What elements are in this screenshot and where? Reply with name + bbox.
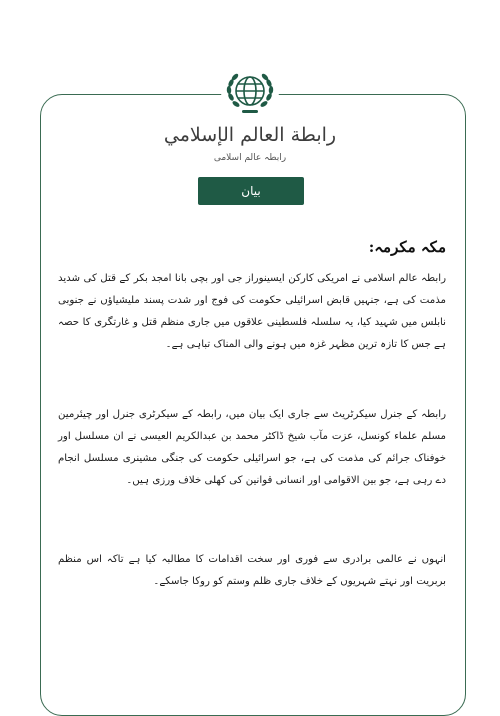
org-title-arabic: رابطة العالم الإسلامي <box>163 124 337 146</box>
statement-badge: بیان <box>198 177 304 205</box>
dateline-heading: مکہ مکرمہ: <box>368 238 446 256</box>
paragraph-1: رابطہ عالم اسلامی نے امریکی کارکن ایسینوراز جی اور بچی بانا امجد بکر کے قتل کی شدید مذمت کی ہے، جنہیں قابض اسرائیلی حکومت کی فوج اور شدت پسند ملیشیاؤں نے جنوبی نابلس میں شہید کیا، یہ سلسلہ فلسطینی علاقوں میں جاری منظم قتل و غارتگری کا حصہ ہے جس کا تازہ ترین مظہر غزہ میں ہونے والی المناک تباہی ہے۔ <box>58 273 446 350</box>
paragraph-3: انہوں نے عالمی برادری سے فوری اور سخت اقدامات کا مطالبہ کیا ہے تاکہ اس منظم بربریت اور نہتے شہریوں کے خلاف جاری ظلم وستم کو روکا جاسکے۔ <box>58 554 446 587</box>
org-subtitle-urdu: رابطہ عالم اسلامی <box>213 153 287 163</box>
globe-wreath-icon <box>222 63 278 119</box>
org-logo <box>221 62 279 120</box>
paragraph-2: رابطہ کے جنرل سیکرٹریٹ سے جاری ایک بیان میں، رابطہ کے سیکرٹری جنرل اور چیئرمین مسلم علماء کونسل، عزت مآب شیخ ڈاکٹر محمد بن عبدالکریم العیسی نے ان مسلسل اور خوفناک جرائم کی مذمت کی ہے، جو اسرائیلی حکومت کی جنگی مشینری مسلسل انجام دے رہی ہے، جو بین الاقوامی اور انسانی قوانین کی کھلی خلاف ورزی ہیں۔ <box>58 409 446 486</box>
